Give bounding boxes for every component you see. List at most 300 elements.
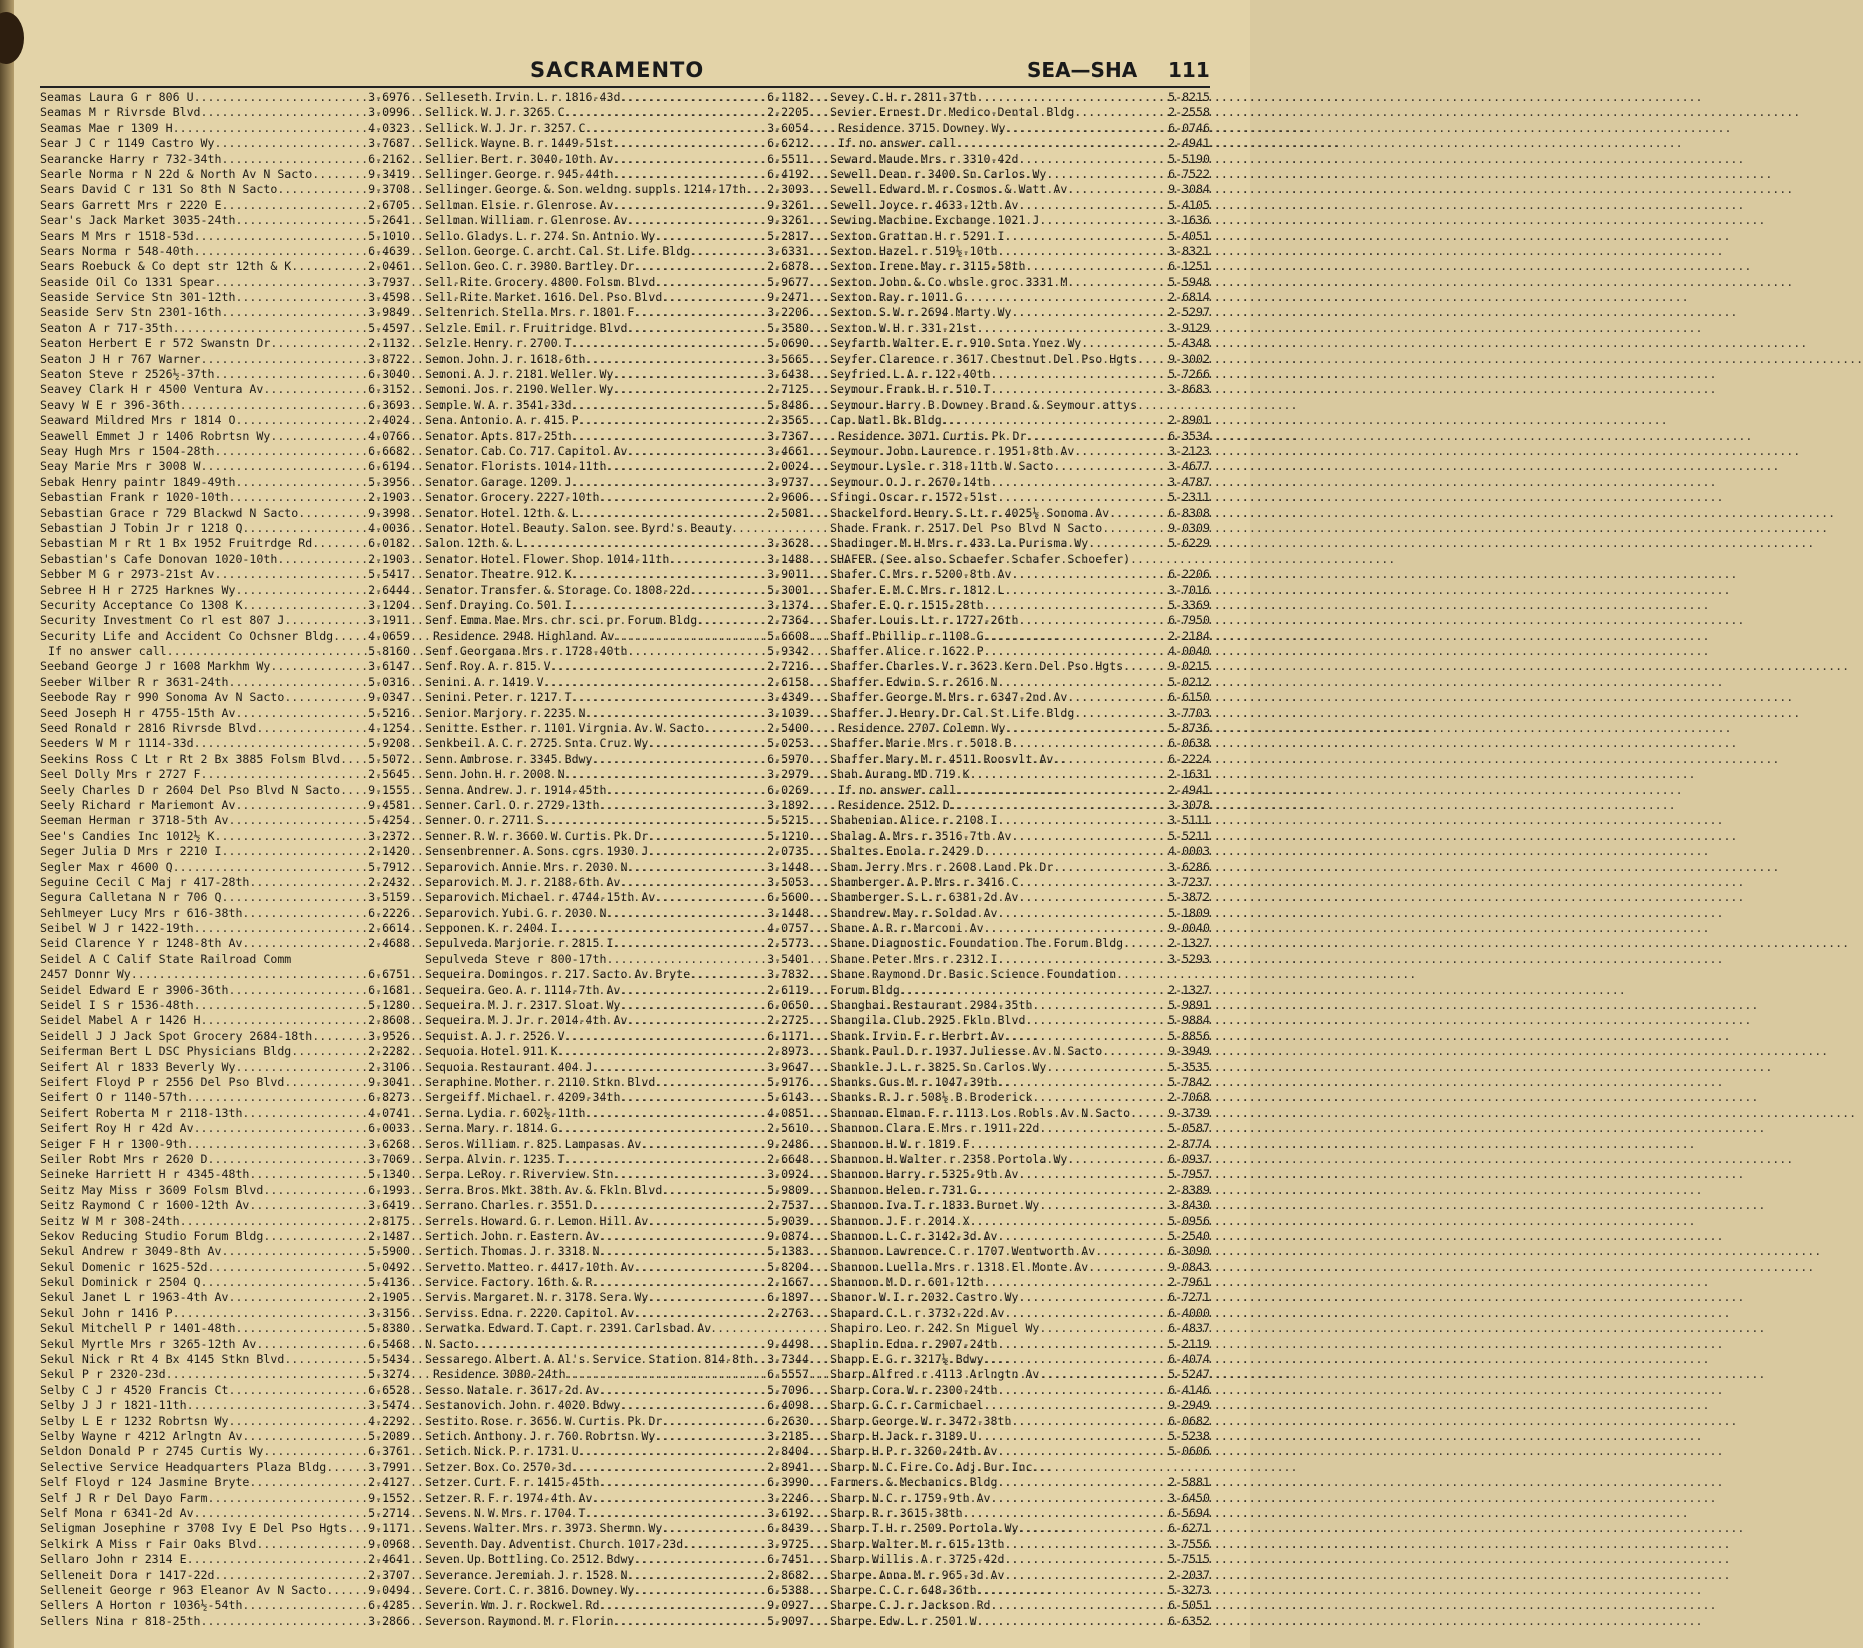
entry-name: Seidell J J Jack Spot Grocery 2684-18th	[40, 1028, 313, 1043]
entry-name: Sesso Natale r 3617-2d Av	[425, 1382, 600, 1397]
directory-entry	[830, 860, 1210, 875]
directory-entry	[830, 844, 1210, 859]
directory-entry	[40, 305, 410, 320]
directory-entry	[425, 1460, 809, 1475]
directory-entry	[425, 1167, 809, 1182]
page-number: 111	[1168, 58, 1210, 82]
directory-entry	[830, 121, 1210, 136]
entry-name: Selby Wayne r 4212 Arlngtn Av	[40, 1428, 243, 1443]
directory-entry	[425, 1414, 809, 1429]
dot-leader	[662, 290, 766, 305]
dot-leader	[704, 721, 766, 736]
directory-entry	[40, 459, 410, 474]
entry-name: Shaffer Marie Mrs r 5018 B	[830, 736, 1012, 751]
directory-entry	[830, 182, 1210, 197]
entry-phone: 6-4639	[368, 243, 410, 258]
entry-phone: 4-0659	[368, 628, 410, 643]
dot-leader	[340, 783, 367, 798]
dot-leader	[998, 813, 1168, 828]
entry-name: Shaffer Mary M r 4511 Roosvlt Av	[830, 751, 1054, 766]
directory-entry	[830, 1290, 1210, 1305]
directory-entry	[425, 783, 809, 798]
dot-leader	[194, 90, 368, 105]
dot-leader	[998, 1444, 1168, 1459]
entry-name: Sharpe Edw L r 2501 W	[830, 1613, 977, 1628]
directory-entry	[830, 398, 1210, 413]
entry-name: Seamas M r Rivrsde Blvd	[40, 105, 201, 120]
directory-entry	[425, 629, 809, 644]
entry-name: Residence 2707 Colemn Wy	[838, 721, 1006, 736]
directory-entry	[40, 706, 410, 721]
entry-phone: 2-1327	[1168, 936, 1210, 951]
dot-leader	[1005, 583, 1168, 598]
directory-entry	[830, 1275, 1210, 1290]
directory-entry	[425, 1244, 809, 1259]
entry-name: Sears Roebuck & Co dept str 12th & K	[40, 259, 292, 274]
entry-name: Seaton Steve r 2526½-37th	[40, 367, 215, 382]
directory-entry	[40, 1337, 410, 1352]
entry-phone: 3-2372	[368, 828, 410, 843]
entry-phone: 2-2184	[1168, 628, 1210, 643]
header-rule	[40, 86, 1210, 88]
entry-phone: 2-6444	[368, 582, 410, 597]
directory-entry	[40, 783, 410, 798]
entry-phone: 6-5388	[767, 1582, 809, 1597]
dot-leader	[606, 783, 766, 798]
entry-phone: 2-1327	[1168, 982, 1210, 997]
dot-leader	[263, 1183, 367, 1198]
entry-name: Sellaro John r 2314 E	[40, 1552, 187, 1567]
directory-entry	[830, 783, 1210, 798]
entry-phone: 5-5900	[368, 1244, 410, 1259]
entry-name: Sebber M G r 2973-21st Av	[40, 567, 215, 582]
directory-entry	[40, 1013, 410, 1028]
entry-phone: 9-0494	[368, 1582, 410, 1597]
directory-entry	[425, 1475, 809, 1490]
dot-leader	[228, 1383, 367, 1398]
directory-entry	[40, 752, 410, 767]
directory-entry	[40, 398, 410, 413]
entry-name: Sexton Ray r 1011 G	[830, 290, 963, 305]
dot-leader	[1011, 305, 1167, 320]
entry-name: Farmers & Mechanics Bldg	[830, 1475, 998, 1490]
entry-phone: 2-5610	[767, 1121, 809, 1136]
dot-leader	[228, 675, 367, 690]
directory-entry	[425, 967, 809, 982]
entry-phone: 5-3001	[767, 582, 809, 597]
entry-phone: 3-9129	[1168, 320, 1210, 335]
entry-name: Residence 2948 Highland Av	[433, 628, 615, 643]
dot-leader	[298, 506, 367, 521]
entry-name: Selleneit Dora r 1417-22d	[40, 1567, 215, 1582]
entry-phone: 6-6352	[1168, 1613, 1210, 1628]
entry-name: Seely Richard r Mariemont Av	[40, 797, 236, 812]
directory-entry	[40, 136, 410, 151]
directory-entry	[830, 1321, 1210, 1336]
entry-phone: 9-4498	[767, 1336, 809, 1351]
entry-phone: 5-2089	[368, 1428, 410, 1443]
entry-phone: 3-5401	[767, 951, 809, 966]
entry-name: Sehlmeyer Lucy Mrs r 616-38th	[40, 905, 243, 920]
entry-name: Segura Calletana N r 706 Q	[40, 890, 222, 905]
dot-leader	[998, 244, 1168, 259]
dot-leader	[347, 1521, 367, 1536]
dot-leader	[1081, 336, 1167, 351]
entry-phone: 6-3040	[368, 367, 410, 382]
entry-name: Seraphine Mother r 2110 Stkn Blvd	[425, 1075, 656, 1089]
directory-entry	[425, 844, 809, 859]
dot-leader	[627, 1013, 766, 1028]
directory-entry	[40, 690, 410, 705]
entry-name: Shanks R J r 508½ B Broderick	[830, 1090, 1033, 1105]
directory-entry	[830, 1367, 1210, 1382]
entry-name: Seldon Donald P r 2745 Curtis Wy	[40, 1444, 264, 1459]
entry-phone: 3-1892	[767, 797, 809, 812]
entry-phone: 3-6268	[368, 1136, 410, 1151]
entry-phone: 9-3708	[368, 182, 410, 197]
entry-name: Sequeira M J Jr r 2014-4th Av	[425, 1013, 628, 1028]
dot-leader	[565, 105, 767, 120]
entry-phone: 3-5665	[767, 351, 809, 366]
entry-phone: 5-7266	[1168, 367, 1210, 382]
entry-phone: 5-7912	[368, 859, 410, 874]
dot-leader	[558, 1121, 766, 1136]
dot-leader	[600, 1244, 767, 1259]
directory-entry	[830, 813, 1210, 828]
directory-entry	[830, 1475, 1210, 1490]
entry-name: Seaton Herbert E r 572 Swanstn Dr	[40, 336, 271, 351]
entry-phone: 3-3156	[368, 1305, 410, 1320]
dot-leader	[1025, 1013, 1167, 1028]
dot-leader	[957, 136, 1167, 151]
entry-phone: 6-0638	[1168, 736, 1210, 751]
entry-name: Sham Jerry Mrs r 2608 Land Pk Dr	[830, 859, 1054, 874]
dot-leader	[215, 367, 368, 382]
directory-entry	[40, 813, 410, 828]
entry-name: Shapiro Leo r 242 Sn Miguel Wy	[830, 1321, 1040, 1336]
dot-leader	[1053, 752, 1167, 767]
entry-name: Shannon M D r 601-12th	[830, 1275, 984, 1290]
entry-name: Shannon Harry r 5325-9th Av	[830, 1167, 1019, 1182]
entry-name: Sears M Mrs r 1518-53d	[40, 228, 194, 243]
directory-entry	[830, 1506, 1210, 1521]
entry-phone: 5-5948	[1168, 274, 1210, 289]
entry-phone: 3-2123	[1168, 443, 1210, 458]
entry-name: Shackelford Henry S Lt r 4025½ Sonoma Av	[830, 505, 1110, 520]
entry-name: If no answer call	[838, 136, 957, 151]
dot-leader	[1046, 1060, 1167, 1075]
entry-phone: 3-7344	[767, 1352, 809, 1367]
entry-phone: 2-4127	[368, 1475, 410, 1490]
entry-phone: 6-6528	[368, 1382, 410, 1397]
directory-entry	[40, 1137, 410, 1152]
directory-entry	[830, 1598, 1210, 1613]
entry-phone: 2-3565	[767, 413, 809, 428]
directory-entry	[830, 321, 1210, 336]
entry-name: Shafer E M C Mrs r 1812 L	[830, 582, 1005, 597]
entry-name: Sexton Irene May r 3115-58th	[830, 259, 1026, 274]
entry-phone: 9-1552	[368, 1490, 410, 1505]
entry-name: Shafer C Mrs r 5200-8th Av	[830, 567, 1012, 582]
entry-phone: 2-1903	[368, 551, 410, 566]
entry-phone: 5-9342	[767, 644, 809, 659]
directory-entry	[40, 1029, 410, 1044]
dot-leader	[1039, 1367, 1167, 1382]
entry-phone: 2-2037	[1168, 1567, 1210, 1582]
directory-entry	[425, 305, 809, 320]
directory-entry	[425, 829, 809, 844]
entry-phone: 9-0968	[368, 1536, 410, 1551]
entry-phone: 2-1132	[368, 336, 410, 351]
entry-name: Sfingi Oscar r 1572-51st	[830, 490, 998, 505]
directory-entry	[830, 967, 1210, 982]
entry-phone: 5-4136	[368, 1275, 410, 1290]
entry-name: Semoni Jos r 2190 Weller Wy	[425, 382, 614, 397]
dot-leader	[984, 1352, 1168, 1367]
entry-name: Seventh Day Adventist Church 1017-23d	[425, 1536, 684, 1551]
dot-leader	[593, 1491, 767, 1506]
entry-phone: 3-4677	[1168, 459, 1210, 474]
entry-phone: 5-2540	[1168, 1228, 1210, 1243]
entry-phone: 9-3261	[767, 213, 809, 228]
entry-name: Seguine Cecil C Maj r 417-28th	[40, 874, 250, 889]
entry-phone: 6-6150	[1168, 690, 1210, 705]
dot-leader	[572, 475, 767, 490]
directory-entry	[425, 952, 809, 967]
directory-entry	[830, 336, 1210, 351]
entry-phone: 3-2206	[767, 305, 809, 320]
directory-entry	[425, 1121, 809, 1136]
entry-phone: 2-3106	[368, 1059, 410, 1074]
dot-leader	[194, 244, 368, 259]
directory-entry	[40, 567, 410, 582]
directory-entry	[425, 490, 809, 505]
entry-name: Sellers A Horton r 1036½-54th	[40, 1598, 243, 1613]
entry-name: Seymour Harry B Downey Brand & Seymour attys	[830, 397, 1138, 412]
entry-name: Sestanovich John r 4020 Bdwy	[425, 1398, 621, 1413]
entry-name: Sear J C r 1149 Castro Wy	[40, 136, 215, 151]
entry-name: Shandrew May r Soldad Av	[830, 905, 998, 920]
dot-leader	[173, 321, 367, 336]
directory-entry	[425, 860, 809, 875]
entry-phone: 3-1911	[368, 613, 410, 628]
entry-phone: 5-3535	[1168, 1059, 1210, 1074]
dot-leader	[627, 321, 766, 336]
directory-entry	[830, 382, 1210, 397]
entry-phone: 2-6119	[767, 982, 809, 997]
directory-entry	[830, 890, 1210, 905]
entry-name: Separovich Annie Mrs r 2030 N	[425, 859, 628, 874]
entry-name: Selby C J r 4520 Francis Ct	[40, 1382, 229, 1397]
entry-name: Self J R r Del Dayo Farm	[40, 1490, 208, 1505]
entry-name: Shannon J F r 2014 X	[830, 1213, 970, 1228]
dot-leader	[1039, 1198, 1167, 1213]
entry-name: Serwatka Edward T Capt r 2391 Carlsbad Av	[425, 1321, 712, 1336]
entry-phone: 3-9737	[767, 474, 809, 489]
dot-leader	[284, 690, 367, 705]
header-range: SEA—SHA	[1027, 58, 1138, 82]
entry-phone: 6-4285	[368, 1598, 410, 1613]
dot-leader	[1067, 275, 1167, 290]
dot-leader	[1095, 1244, 1167, 1259]
dot-leader	[558, 1044, 766, 1059]
directory-entry	[425, 1337, 809, 1352]
entry-phone: 5-0956	[1168, 1213, 1210, 1228]
dot-leader	[187, 1552, 368, 1567]
dot-leader	[1102, 521, 1167, 536]
entry-phone: 5-9208	[368, 736, 410, 751]
entry-name: Severance Jeremiah J r 1528 N	[425, 1567, 628, 1582]
dot-leader	[1005, 1537, 1168, 1552]
entry-name: Seid Clarence Y r 1248-8th Av	[40, 936, 243, 951]
entry-phone: 3-2866	[368, 1613, 410, 1628]
dot-leader	[566, 1367, 766, 1382]
dot-leader	[753, 1352, 766, 1367]
directory-entry	[830, 798, 1210, 813]
directory-entry	[425, 475, 809, 490]
entry-name: Seaton A r 717-35th	[40, 320, 173, 335]
entry-name: Seed Ronald r 2816 Rivrsde Blvd	[40, 721, 257, 736]
entry-name: Seeber Wilber R r 3631-24th	[40, 674, 229, 689]
entry-name: Seitz Raymond C r 1600-12th Av	[40, 1198, 250, 1213]
entry-name: Selleseth Irvin L r 1816-43d	[425, 90, 621, 104]
entry-phone: 3-1204	[368, 597, 410, 612]
directory-entry	[830, 1398, 1210, 1413]
dot-leader	[600, 798, 767, 813]
directory-entry	[830, 352, 1210, 367]
entry-phone: 6-6682	[368, 443, 410, 458]
entry-phone: 2-8941	[767, 1459, 809, 1474]
directory-entry	[40, 952, 410, 967]
entry-phone: 2-8682	[767, 1567, 809, 1582]
entry-name: Shade Frank r 2517 Del Pso Blvd N Sacto	[830, 520, 1103, 535]
directory-entry	[40, 121, 410, 136]
entry-name: Sharp H Jack r 3189 U	[830, 1428, 977, 1443]
dot-leader	[1074, 105, 1167, 120]
directory-entry	[425, 1013, 809, 1028]
dot-leader	[312, 1029, 367, 1044]
entry-phone: 6-7950	[1168, 613, 1210, 628]
directory-entry	[425, 290, 809, 305]
directory-entry	[425, 813, 809, 828]
entry-name: Sexton W H r 331-21st	[830, 320, 977, 335]
entry-name: Senkbeil A C r 2725 Snta Cruz Wy	[425, 736, 649, 751]
entry-phone: 6-0269	[767, 782, 809, 797]
dot-leader	[201, 105, 368, 120]
dot-leader	[613, 1167, 766, 1182]
entry-phone: 2-7364	[767, 613, 809, 628]
directory-entry	[830, 1568, 1210, 1583]
directory-entry	[40, 90, 410, 105]
dot-leader	[312, 167, 367, 182]
directory-entry	[830, 1029, 1210, 1044]
entry-name: Shanor W I r 2032 Castro Wy	[830, 1290, 1019, 1305]
entry-phone: 3-7832	[767, 967, 809, 982]
entry-phone: 5-5417	[368, 567, 410, 582]
entry-phone: 5-5215	[767, 813, 809, 828]
entry-name: Shannan Elman F r 1113 Los Robls Av N Sacto	[830, 1105, 1131, 1120]
entry-name: Sharp T H r 2509 Portola Wy	[830, 1521, 1019, 1536]
listing-column-2	[425, 90, 809, 1628]
directory-entry	[830, 952, 1210, 967]
dot-leader	[991, 367, 1168, 382]
directory-entry	[830, 736, 1210, 751]
dot-leader	[263, 1229, 367, 1244]
directory-entry	[40, 290, 410, 305]
directory-entry	[425, 1290, 809, 1305]
entry-name: Sellick W J r 3265 C	[425, 105, 565, 120]
dot-leader	[634, 259, 766, 274]
dot-leader	[998, 1383, 1168, 1398]
dot-leader	[600, 1383, 767, 1398]
directory-entry	[830, 290, 1210, 305]
entry-phone: 6-3534	[1168, 428, 1210, 443]
dot-leader	[187, 1398, 368, 1413]
dot-leader	[1067, 182, 1167, 197]
entry-name: Seidel Mabel A r 1426 H	[40, 1013, 201, 1028]
entry-phone: 5-8856	[1168, 1028, 1210, 1043]
entry-phone: 3-3078	[1168, 797, 1210, 812]
entry-phone: 5-4597	[368, 320, 410, 335]
entry-name: Shaffer Charles V r 3623 Kern Del Pso Hgts	[830, 659, 1124, 674]
entry-phone: 6-1171	[767, 1028, 809, 1043]
dot-leader	[991, 382, 1168, 397]
entry-phone: 3-4598	[368, 290, 410, 305]
entry-phone: 5-8215	[1168, 90, 1210, 104]
dot-leader	[690, 967, 766, 982]
dot-leader	[662, 1521, 766, 1536]
entry-phone: 2-1903	[368, 490, 410, 505]
dot-leader	[586, 121, 767, 136]
entry-phone: 2-9606	[767, 490, 809, 505]
dot-leader	[221, 152, 367, 167]
directory-entry	[40, 598, 410, 613]
entry-phone: 5-2119	[1168, 1336, 1210, 1351]
directory-entry	[40, 1167, 410, 1182]
entry-phone: 5-9039	[767, 1213, 809, 1228]
directory-entry	[40, 1183, 410, 1198]
directory-entry	[425, 798, 809, 813]
entry-phone: 5-3956	[368, 474, 410, 489]
dot-leader	[340, 752, 367, 767]
entry-phone: 3-7069	[368, 1151, 410, 1166]
entry-name: Sellick Wayne B r 1449-51st	[425, 136, 614, 151]
dot-leader	[655, 275, 766, 290]
entry-name: Searle Norma r N 22d & North Av N Sacto	[40, 166, 313, 181]
entry-phone: 2-4024	[368, 413, 410, 428]
dot-leader	[235, 1321, 367, 1336]
entry-name: Senitte Esther r 1101 Virgnia Av W Sacto	[425, 721, 705, 736]
directory-entry	[830, 90, 1210, 105]
directory-entry	[40, 1598, 410, 1613]
entry-name: Self Floyd r 124 Jasmine Bryte	[40, 1475, 250, 1490]
entry-phone: 4-0040	[1168, 644, 1210, 659]
entry-phone: 2-6158	[767, 674, 809, 689]
entry-name: Sellers Nina r 818-25th	[40, 1613, 201, 1628]
dot-leader	[600, 1475, 767, 1490]
dot-leader	[249, 1198, 367, 1213]
dot-leader	[634, 1583, 766, 1598]
directory-entry	[425, 767, 809, 782]
directory-entry	[830, 1244, 1210, 1259]
directory-entry	[40, 613, 410, 628]
entry-name: Senator Cab Co 717 Capitol Av	[425, 443, 628, 458]
entry-phone: 2-1905	[368, 1290, 410, 1305]
entry-name: Sertich Thomas J r 3318 N	[425, 1244, 600, 1259]
dot-leader	[586, 706, 767, 721]
directory-entry	[425, 598, 809, 613]
dot-leader	[235, 798, 367, 813]
